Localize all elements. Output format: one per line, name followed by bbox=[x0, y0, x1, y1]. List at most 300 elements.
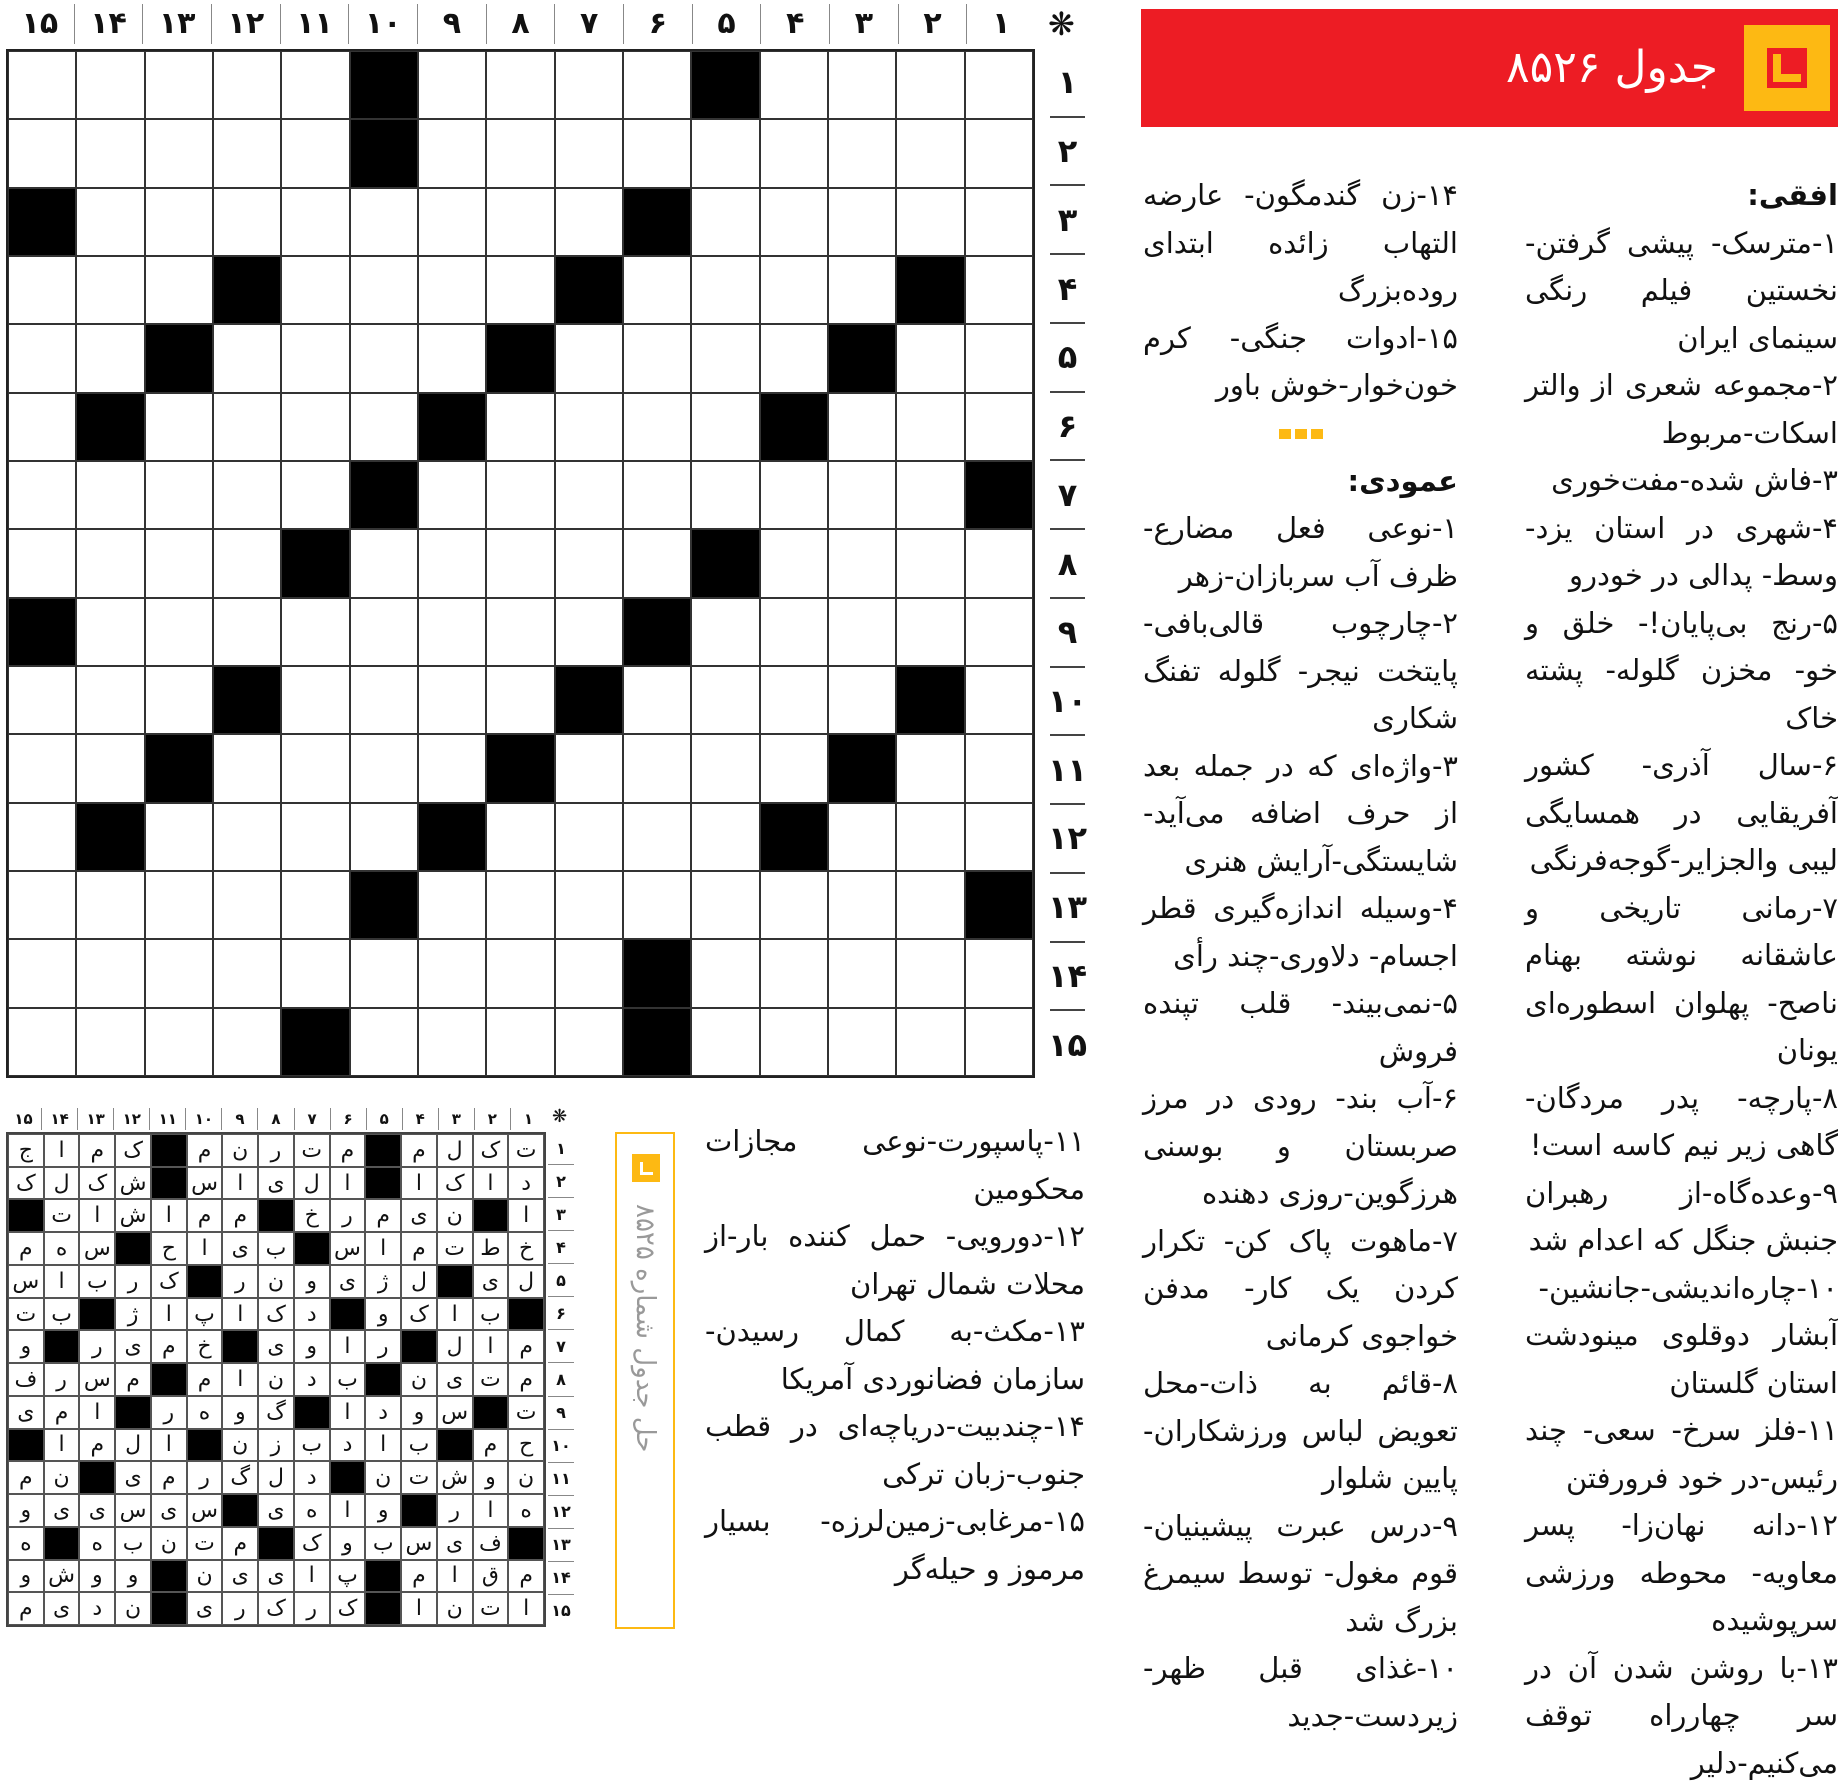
answer-cell[interactable] bbox=[145, 871, 213, 939]
black-cell bbox=[8, 598, 76, 666]
solution-letter: ا bbox=[330, 1330, 366, 1363]
answer-cell[interactable] bbox=[691, 324, 759, 392]
answer-cell[interactable] bbox=[623, 803, 691, 871]
black-cell bbox=[222, 1494, 258, 1527]
answer-cell[interactable] bbox=[213, 188, 281, 256]
solution-letter: ر bbox=[330, 1199, 366, 1232]
clue-item: ۳-واژه‌ای که در جمله بعد از حرف اضافه می‌آید- شایستگی-آرایش هنری bbox=[1143, 743, 1458, 886]
answer-cell[interactable] bbox=[350, 256, 418, 324]
answer-cell[interactable] bbox=[691, 1008, 759, 1076]
answer-cell[interactable] bbox=[76, 51, 144, 119]
answer-cell[interactable] bbox=[896, 119, 964, 187]
solution-letter: م bbox=[151, 1330, 187, 1363]
black-cell bbox=[76, 803, 144, 871]
solution-letter: ا bbox=[473, 1494, 509, 1527]
answer-cell[interactable] bbox=[350, 1008, 418, 1076]
black-cell bbox=[8, 188, 76, 256]
answer-cell[interactable] bbox=[76, 188, 144, 256]
puzzle-title: جدول ۸۵۲۶ bbox=[1506, 9, 1718, 127]
answer-cell[interactable] bbox=[8, 666, 76, 734]
answer-cell[interactable] bbox=[486, 119, 554, 187]
answer-cell[interactable] bbox=[965, 1008, 1033, 1076]
answer-cell[interactable] bbox=[828, 939, 896, 1007]
solution-letter: د bbox=[294, 1363, 330, 1396]
answer-cell[interactable] bbox=[486, 939, 554, 1007]
answer-cell[interactable] bbox=[555, 1008, 623, 1076]
black-cell bbox=[365, 1592, 401, 1625]
solution-letter: ش bbox=[437, 1461, 473, 1494]
solution-letter: ب bbox=[115, 1527, 151, 1560]
answer-cell[interactable] bbox=[145, 803, 213, 871]
answer-cell[interactable] bbox=[213, 529, 281, 597]
answer-cell[interactable] bbox=[76, 598, 144, 666]
black-cell bbox=[623, 188, 691, 256]
answer-cell[interactable] bbox=[965, 119, 1033, 187]
answer-cell[interactable] bbox=[896, 529, 964, 597]
answer-cell[interactable] bbox=[691, 598, 759, 666]
solution-letter: ی bbox=[44, 1592, 80, 1625]
row-number: ۷ bbox=[548, 1330, 574, 1363]
answer-cell[interactable] bbox=[145, 51, 213, 119]
column-number: ۶ bbox=[624, 4, 693, 44]
answer-cell[interactable] bbox=[623, 529, 691, 597]
solution-letter: ا bbox=[401, 1592, 437, 1625]
answer-cell[interactable] bbox=[691, 188, 759, 256]
answer-cell[interactable] bbox=[8, 529, 76, 597]
answer-cell[interactable] bbox=[350, 529, 418, 597]
solution-letter: ت bbox=[437, 1232, 473, 1265]
answer-cell[interactable] bbox=[281, 939, 349, 1007]
answer-cell[interactable] bbox=[555, 803, 623, 871]
clue-item: ۹-درس عبرت پیشینیان- قوم مغول- توسط سیمرغ بزرگ شد bbox=[1143, 1503, 1458, 1646]
solution-letter: ش bbox=[115, 1199, 151, 1232]
answer-cell[interactable] bbox=[418, 256, 486, 324]
answer-cell[interactable] bbox=[76, 256, 144, 324]
answer-cell[interactable] bbox=[213, 324, 281, 392]
answer-cell[interactable] bbox=[76, 871, 144, 939]
answer-cell[interactable] bbox=[281, 393, 349, 461]
clue-item: ۱۴-چندبیت-دریاچه‌ای در قطب جنوب-زبان ترکی bbox=[705, 1403, 1085, 1498]
answer-cell[interactable] bbox=[418, 188, 486, 256]
answer-cell[interactable] bbox=[281, 666, 349, 734]
answer-cell[interactable] bbox=[691, 393, 759, 461]
crossword-grid bbox=[6, 49, 1035, 1078]
row-number: ۵ bbox=[548, 1264, 574, 1297]
solution-letter: م bbox=[8, 1592, 44, 1625]
answer-cell[interactable] bbox=[213, 393, 281, 461]
answer-cell[interactable] bbox=[896, 939, 964, 1007]
answer-cell[interactable] bbox=[760, 188, 828, 256]
answer-cell[interactable] bbox=[760, 666, 828, 734]
answer-cell[interactable] bbox=[760, 119, 828, 187]
row-number: ۲ bbox=[548, 1165, 574, 1198]
solution-letter: ن bbox=[222, 1134, 258, 1167]
answer-cell[interactable] bbox=[281, 803, 349, 871]
solution-letter: ل bbox=[294, 1167, 330, 1200]
answer-cell[interactable] bbox=[623, 119, 691, 187]
answer-cell[interactable] bbox=[691, 734, 759, 802]
answer-cell[interactable] bbox=[213, 871, 281, 939]
solution-letter: ر bbox=[187, 1461, 223, 1494]
solution-letter: و bbox=[330, 1527, 366, 1560]
answer-cell[interactable] bbox=[555, 188, 623, 256]
answer-cell[interactable] bbox=[281, 871, 349, 939]
answer-cell[interactable] bbox=[213, 461, 281, 529]
answer-cell[interactable] bbox=[213, 598, 281, 666]
solution-letter: ا bbox=[44, 1134, 80, 1167]
answer-cell[interactable] bbox=[145, 666, 213, 734]
answer-cell[interactable] bbox=[555, 939, 623, 1007]
solution-letter: ت bbox=[508, 1134, 544, 1167]
answer-cell[interactable] bbox=[555, 51, 623, 119]
answer-cell[interactable] bbox=[486, 598, 554, 666]
answer-cell[interactable] bbox=[555, 529, 623, 597]
answer-cell[interactable] bbox=[350, 734, 418, 802]
solution-letter: ف bbox=[8, 1363, 44, 1396]
answer-cell[interactable] bbox=[555, 598, 623, 666]
answer-cell[interactable] bbox=[623, 461, 691, 529]
answer-cell[interactable] bbox=[8, 939, 76, 1007]
row-number: ۴ bbox=[1050, 255, 1085, 324]
answer-cell[interactable] bbox=[486, 393, 554, 461]
answer-cell[interactable] bbox=[691, 871, 759, 939]
solution-letter: ه bbox=[79, 1527, 115, 1560]
answer-cell[interactable] bbox=[8, 256, 76, 324]
solution-letter: ی bbox=[44, 1494, 80, 1527]
answer-cell[interactable] bbox=[828, 803, 896, 871]
answer-cell[interactable] bbox=[145, 256, 213, 324]
solution-letter: ن bbox=[258, 1363, 294, 1396]
solution-letter: م bbox=[79, 1134, 115, 1167]
clue-item: ۶-سال آذری- کشور آفریقایی در همسایگی لیبی والجزایر-گوجه‌فرنگی bbox=[1525, 742, 1838, 885]
solution-letter: ن bbox=[365, 1461, 401, 1494]
solution-letter: ی bbox=[330, 1265, 366, 1298]
answer-cell[interactable] bbox=[418, 461, 486, 529]
answer-cell[interactable] bbox=[418, 119, 486, 187]
answer-cell[interactable] bbox=[896, 1008, 964, 1076]
answer-cell[interactable] bbox=[896, 803, 964, 871]
answer-cell[interactable] bbox=[145, 529, 213, 597]
column-number: ۱۳ bbox=[78, 1108, 114, 1130]
answer-cell[interactable] bbox=[555, 324, 623, 392]
answer-cell[interactable] bbox=[213, 734, 281, 802]
solution-letter: ا bbox=[330, 1494, 366, 1527]
answer-cell[interactable] bbox=[965, 393, 1033, 461]
answer-cell[interactable] bbox=[760, 734, 828, 802]
answer-cell[interactable] bbox=[965, 188, 1033, 256]
answer-cell[interactable] bbox=[8, 1008, 76, 1076]
answer-cell[interactable] bbox=[281, 256, 349, 324]
black-cell bbox=[508, 1298, 544, 1331]
solution-label-panel bbox=[615, 1132, 675, 1629]
solution-letter: ب bbox=[330, 1363, 366, 1396]
clue-item: ۵-رنج بی‌پایان!- خلق و خو- مخزن گلوله- پشته خاک bbox=[1525, 600, 1838, 743]
black-cell bbox=[79, 1461, 115, 1494]
solution-letter: ی bbox=[8, 1396, 44, 1429]
clue-heading: عمودی: bbox=[1143, 458, 1458, 506]
solution-letter: س bbox=[437, 1396, 473, 1429]
solution-letter: ق bbox=[473, 1560, 509, 1593]
answer-cell[interactable] bbox=[418, 529, 486, 597]
solution-letter: م bbox=[8, 1232, 44, 1265]
answer-cell[interactable] bbox=[896, 188, 964, 256]
answer-cell[interactable] bbox=[828, 256, 896, 324]
answer-cell[interactable] bbox=[213, 939, 281, 1007]
answer-cell[interactable] bbox=[691, 803, 759, 871]
solution-letter: ل bbox=[437, 1330, 473, 1363]
answer-cell[interactable] bbox=[8, 461, 76, 529]
solution-letter: د bbox=[294, 1298, 330, 1331]
answer-cell[interactable] bbox=[350, 324, 418, 392]
answer-cell[interactable] bbox=[486, 803, 554, 871]
separator-dots bbox=[1143, 410, 1458, 458]
answer-cell[interactable] bbox=[8, 51, 76, 119]
answer-cell[interactable] bbox=[350, 666, 418, 734]
solution-letter: م bbox=[222, 1527, 258, 1560]
answer-cell[interactable] bbox=[281, 188, 349, 256]
answer-cell[interactable] bbox=[896, 598, 964, 666]
answer-cell[interactable] bbox=[418, 324, 486, 392]
column-number: ۵ bbox=[693, 4, 762, 44]
black-cell bbox=[330, 1298, 366, 1331]
answer-cell[interactable] bbox=[965, 529, 1033, 597]
solution-letter: م bbox=[187, 1363, 223, 1396]
answer-cell[interactable] bbox=[76, 1008, 144, 1076]
column-number: ۷ bbox=[555, 4, 624, 44]
answer-cell[interactable] bbox=[76, 529, 144, 597]
answer-cell[interactable] bbox=[555, 461, 623, 529]
solution-letter: و bbox=[473, 1461, 509, 1494]
solution-letter: ا bbox=[222, 1167, 258, 1200]
answer-cell[interactable] bbox=[418, 871, 486, 939]
black-cell bbox=[508, 1527, 544, 1560]
answer-cell[interactable] bbox=[623, 393, 691, 461]
solution-letter: ک bbox=[8, 1167, 44, 1200]
black-cell bbox=[151, 1167, 187, 1200]
answer-cell[interactable] bbox=[145, 393, 213, 461]
answer-cell[interactable] bbox=[965, 939, 1033, 1007]
answer-cell[interactable] bbox=[281, 51, 349, 119]
answer-cell[interactable] bbox=[760, 324, 828, 392]
answer-cell[interactable] bbox=[760, 51, 828, 119]
solution-letter: ن bbox=[437, 1592, 473, 1625]
answer-cell[interactable] bbox=[760, 871, 828, 939]
column-number: ۱۱ bbox=[281, 4, 350, 44]
solution-letter: م bbox=[508, 1560, 544, 1593]
answer-cell[interactable] bbox=[145, 119, 213, 187]
answer-cell[interactable] bbox=[965, 598, 1033, 666]
answer-cell[interactable] bbox=[486, 256, 554, 324]
answer-cell[interactable] bbox=[213, 803, 281, 871]
answer-cell[interactable] bbox=[828, 598, 896, 666]
answer-cell[interactable] bbox=[555, 734, 623, 802]
answer-cell[interactable] bbox=[350, 598, 418, 666]
answer-cell[interactable] bbox=[896, 871, 964, 939]
row-number: ۴ bbox=[548, 1231, 574, 1264]
solution-letter: ل bbox=[508, 1265, 544, 1298]
answer-cell[interactable] bbox=[486, 188, 554, 256]
answer-cell[interactable] bbox=[76, 666, 144, 734]
row-number: ۹ bbox=[548, 1397, 574, 1430]
row-number: ۱۰ bbox=[548, 1430, 574, 1463]
answer-cell[interactable] bbox=[8, 803, 76, 871]
answer-cell[interactable] bbox=[828, 51, 896, 119]
answer-cell[interactable] bbox=[145, 461, 213, 529]
answer-cell[interactable] bbox=[760, 939, 828, 1007]
answer-cell[interactable] bbox=[965, 803, 1033, 871]
answer-cell[interactable] bbox=[760, 529, 828, 597]
clue-item: ۱۵-مرغابی-زمین‌لرزه- بسیار مرموز و حیله‌گر bbox=[705, 1498, 1085, 1593]
solution-letter: ت bbox=[508, 1396, 544, 1429]
black-cell bbox=[965, 871, 1033, 939]
answer-cell[interactable] bbox=[691, 256, 759, 324]
answer-cell[interactable] bbox=[213, 119, 281, 187]
clue-item: ۱۲-دانه نهان‌زا- پسر معاویه- محوطه ورزشی سرپوشیده bbox=[1525, 1502, 1838, 1645]
answer-cell[interactable] bbox=[145, 939, 213, 1007]
solution-letter: ا bbox=[365, 1232, 401, 1265]
answer-cell[interactable] bbox=[965, 666, 1033, 734]
answer-cell[interactable] bbox=[691, 461, 759, 529]
column-number: ۱۱ bbox=[150, 1108, 186, 1130]
black-cell bbox=[213, 666, 281, 734]
clue-item: ۱-مترسک- پیشی گرفتن- نخستین فیلم رنگی سینمای ایران bbox=[1525, 220, 1838, 363]
answer-cell[interactable] bbox=[555, 871, 623, 939]
row-number: ۶ bbox=[1050, 393, 1085, 462]
answer-cell[interactable] bbox=[281, 598, 349, 666]
answer-cell[interactable] bbox=[418, 1008, 486, 1076]
answer-cell[interactable] bbox=[691, 119, 759, 187]
answer-cell[interactable] bbox=[76, 324, 144, 392]
solution-letter: م bbox=[401, 1134, 437, 1167]
answer-cell[interactable] bbox=[896, 734, 964, 802]
answer-cell[interactable] bbox=[486, 461, 554, 529]
answer-cell[interactable] bbox=[623, 324, 691, 392]
column-number: ۳ bbox=[830, 4, 899, 44]
answer-cell[interactable] bbox=[896, 324, 964, 392]
answer-cell[interactable] bbox=[828, 1008, 896, 1076]
answer-cell[interactable] bbox=[76, 119, 144, 187]
row-number: ۱۲ bbox=[1050, 805, 1085, 874]
solution-letter: ل bbox=[401, 1265, 437, 1298]
solution-letter: ج bbox=[8, 1134, 44, 1167]
answer-cell[interactable] bbox=[8, 324, 76, 392]
answer-cell[interactable] bbox=[965, 51, 1033, 119]
answer-cell[interactable] bbox=[418, 598, 486, 666]
answer-cell[interactable] bbox=[623, 871, 691, 939]
answer-cell[interactable] bbox=[8, 871, 76, 939]
answer-cell[interactable] bbox=[965, 734, 1033, 802]
solution-letter: ژ bbox=[365, 1265, 401, 1298]
black-cell bbox=[418, 803, 486, 871]
clue-item: ۷-رمانی تاریخی و عاشقانه نوشته بهنام ناصح- پهلوان اسطوره‌ای یونان bbox=[1525, 885, 1838, 1075]
answer-cell[interactable] bbox=[828, 666, 896, 734]
answer-cell[interactable] bbox=[486, 51, 554, 119]
answer-cell[interactable] bbox=[828, 529, 896, 597]
answer-cell[interactable] bbox=[760, 598, 828, 666]
answer-cell[interactable] bbox=[760, 256, 828, 324]
answer-cell[interactable] bbox=[623, 256, 691, 324]
column-number: ۱ bbox=[967, 4, 1035, 44]
arrow-down-left-icon bbox=[1744, 25, 1830, 111]
answer-cell[interactable] bbox=[418, 51, 486, 119]
solution-letter: ل bbox=[258, 1461, 294, 1494]
answer-cell[interactable] bbox=[281, 461, 349, 529]
answer-cell[interactable] bbox=[486, 871, 554, 939]
answer-cell[interactable] bbox=[76, 734, 144, 802]
solution-letter: ن bbox=[115, 1592, 151, 1625]
answer-cell[interactable] bbox=[418, 734, 486, 802]
answer-cell[interactable] bbox=[281, 119, 349, 187]
answer-cell[interactable] bbox=[418, 939, 486, 1007]
solution-letter: ک bbox=[294, 1527, 330, 1560]
answer-cell[interactable] bbox=[828, 461, 896, 529]
answer-cell[interactable] bbox=[896, 393, 964, 461]
answer-cell[interactable] bbox=[486, 666, 554, 734]
answer-cell[interactable] bbox=[486, 529, 554, 597]
answer-cell[interactable] bbox=[76, 939, 144, 1007]
answer-cell[interactable] bbox=[8, 734, 76, 802]
solution-letter: خ bbox=[187, 1330, 223, 1363]
black-cell bbox=[258, 1199, 294, 1232]
answer-cell[interactable] bbox=[145, 1008, 213, 1076]
answer-cell[interactable] bbox=[350, 939, 418, 1007]
answer-cell[interactable] bbox=[418, 666, 486, 734]
answer-cell[interactable] bbox=[623, 51, 691, 119]
answer-cell[interactable] bbox=[350, 393, 418, 461]
answer-cell[interactable] bbox=[76, 461, 144, 529]
answer-cell[interactable] bbox=[828, 119, 896, 187]
row-number: ۷ bbox=[1050, 461, 1085, 530]
answer-cell[interactable] bbox=[213, 1008, 281, 1076]
answer-cell[interactable] bbox=[828, 871, 896, 939]
answer-cell[interactable] bbox=[965, 324, 1033, 392]
answer-cell[interactable] bbox=[760, 461, 828, 529]
answer-cell[interactable] bbox=[691, 939, 759, 1007]
black-cell bbox=[187, 1265, 223, 1298]
answer-cell[interactable] bbox=[145, 188, 213, 256]
answer-cell[interactable] bbox=[760, 1008, 828, 1076]
answer-cell[interactable] bbox=[896, 51, 964, 119]
answer-cell[interactable] bbox=[555, 119, 623, 187]
answer-cell[interactable] bbox=[8, 119, 76, 187]
answer-cell[interactable] bbox=[623, 666, 691, 734]
column-number: ۳ bbox=[439, 1108, 475, 1130]
answer-cell[interactable] bbox=[691, 666, 759, 734]
answer-cell[interactable] bbox=[350, 188, 418, 256]
solution-letter: ر bbox=[222, 1265, 258, 1298]
solution-letter: گ bbox=[222, 1461, 258, 1494]
answer-cell[interactable] bbox=[828, 188, 896, 256]
answer-cell[interactable] bbox=[555, 393, 623, 461]
answer-cell[interactable] bbox=[281, 324, 349, 392]
black-cell bbox=[623, 598, 691, 666]
solution-letter: ت bbox=[473, 1363, 509, 1396]
solution-letter: ی bbox=[222, 1232, 258, 1265]
answer-cell[interactable] bbox=[486, 1008, 554, 1076]
answer-cell[interactable] bbox=[350, 803, 418, 871]
answer-cell[interactable] bbox=[145, 598, 213, 666]
answer-cell[interactable] bbox=[896, 461, 964, 529]
answer-cell[interactable] bbox=[965, 256, 1033, 324]
answer-cell[interactable] bbox=[8, 393, 76, 461]
solution-letter: ا bbox=[473, 1330, 509, 1363]
clue-item: ۱۲-دورویی- حمل کننده بار-از محلات شمال تهران bbox=[705, 1213, 1085, 1308]
answer-cell[interactable] bbox=[213, 51, 281, 119]
answer-cell[interactable] bbox=[623, 734, 691, 802]
solution-letter: ا bbox=[473, 1167, 509, 1200]
answer-cell[interactable] bbox=[281, 734, 349, 802]
answer-cell[interactable] bbox=[828, 393, 896, 461]
